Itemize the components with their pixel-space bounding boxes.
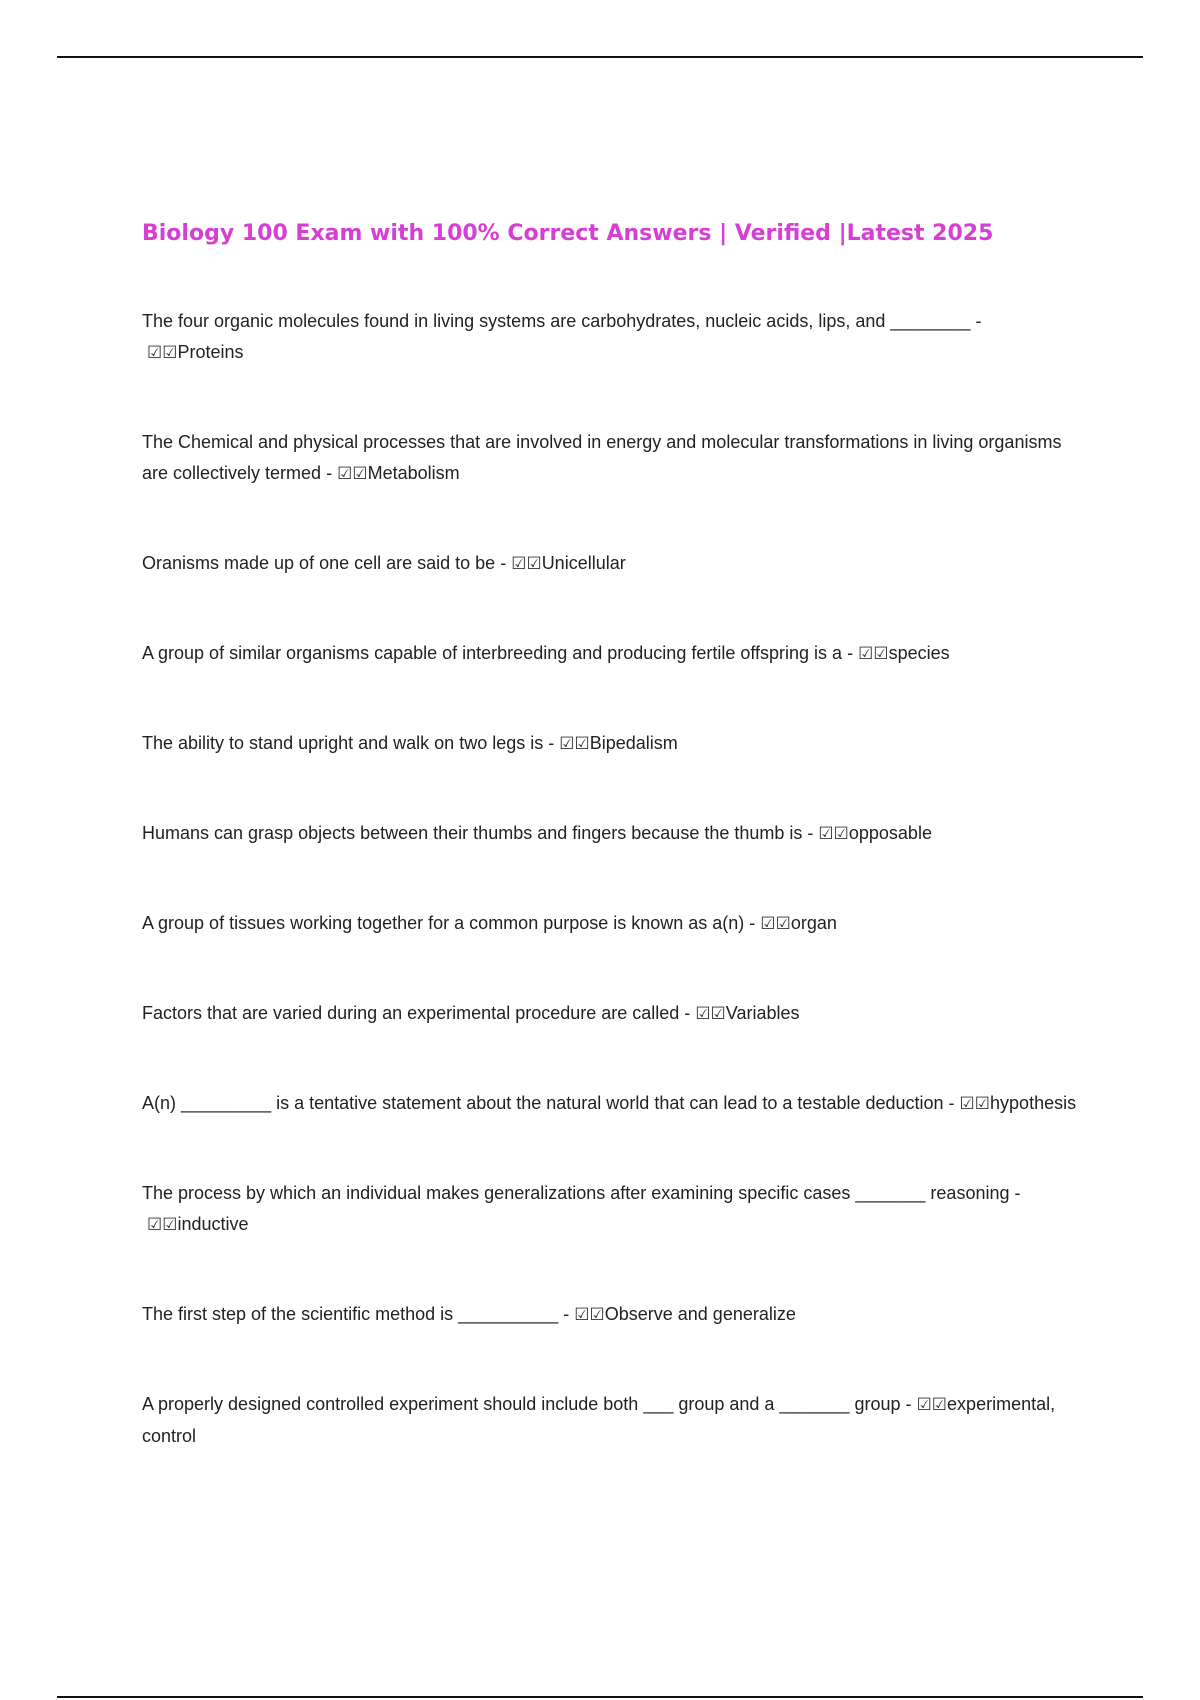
- question-text: A(n) _________ is a tentative statement about the natural world that can lead to a testable deduction -: [142, 1093, 955, 1113]
- answer-text: hypothesis: [990, 1093, 1077, 1113]
- answer-text: experimental, control: [142, 1394, 1056, 1446]
- question-answer-item: [142, 1178, 1082, 1241]
- answer-text: species: [888, 643, 950, 663]
- answer-text: Metabolism: [367, 463, 460, 483]
- check-box-icon: ☑☑: [959, 1094, 991, 1114]
- answer-text: Variables: [725, 1003, 800, 1023]
- answer-text: Bipedalism: [589, 733, 678, 753]
- question-text: Oranisms made up of one cell are said to be -: [142, 553, 507, 573]
- check-box-icon: ☑☑: [574, 1305, 605, 1325]
- answer-text: organ: [790, 913, 837, 933]
- document-body: [142, 214, 1082, 1510]
- question-answer-item: [142, 548, 1082, 580]
- question-answer-item: [142, 818, 1082, 850]
- answer-text: inductive: [177, 1214, 249, 1234]
- question-text: A group of similar organisms capable of interbreeding and producing fertile offspring is a -: [142, 643, 854, 663]
- check-box-icon: ☑☑: [760, 914, 791, 934]
- question-text: The process by which an individual makes generalizations after examining specific cases _______ reasoning -: [142, 1183, 1021, 1203]
- answer-text: opposable: [848, 823, 932, 843]
- question-answer-list: [142, 306, 1082, 1452]
- question-text: A properly designed controlled experiment should include both ___ group and a _______ group -: [142, 1394, 912, 1414]
- question-answer-item: [142, 638, 1082, 670]
- question-answer-item: [142, 908, 1082, 940]
- footer-rule: [57, 1696, 1143, 1698]
- check-box-icon: ☑☑: [916, 1395, 948, 1415]
- question-text: The first step of the scientific method is __________ -: [142, 1304, 570, 1324]
- question-text: The Chemical and physical processes that are involved in energy and molecular transformations in living organisms are collectively termed -: [142, 432, 1062, 483]
- question-text: A group of tissues working together for a common purpose is known as a(n) -: [142, 913, 756, 933]
- check-box-icon: ☑☑: [147, 343, 178, 363]
- check-box-icon: ☑☑: [695, 1004, 726, 1024]
- question-text: The four organic molecules found in living systems are carbohydrates, nucleic acids, lips, and ________ -: [142, 311, 982, 331]
- answer-text: Unicellular: [541, 553, 626, 573]
- question-text: Humans can grasp objects between their thumbs and fingers because the thumb is -: [142, 823, 814, 843]
- question-answer-item: [142, 306, 1082, 369]
- question-answer-item: [142, 427, 1082, 490]
- question-text: The ability to stand upright and walk on two legs is -: [142, 733, 555, 753]
- check-box-icon: ☑☑: [511, 554, 542, 574]
- check-box-icon: ☑☑: [337, 464, 368, 484]
- question-answer-item: [142, 1088, 1082, 1120]
- question-text: Factors that are varied during an experimental procedure are called -: [142, 1003, 691, 1023]
- header-rule: [57, 56, 1143, 58]
- question-answer-item: [142, 1389, 1082, 1452]
- check-box-icon: ☑☑: [858, 644, 889, 664]
- question-answer-item: [142, 998, 1082, 1030]
- check-box-icon: ☑☑: [818, 824, 849, 844]
- question-answer-item: [142, 728, 1082, 760]
- document-title: Biology 100 Exam with 100% Correct Answers | Verified |Latest 2025: [142, 221, 994, 246]
- question-answer-item: [142, 1299, 1082, 1331]
- check-box-icon: ☑☑: [147, 1215, 178, 1235]
- answer-text: Proteins: [177, 342, 244, 362]
- check-box-icon: ☑☑: [559, 734, 590, 754]
- answer-text: Observe and generalize: [604, 1304, 796, 1324]
